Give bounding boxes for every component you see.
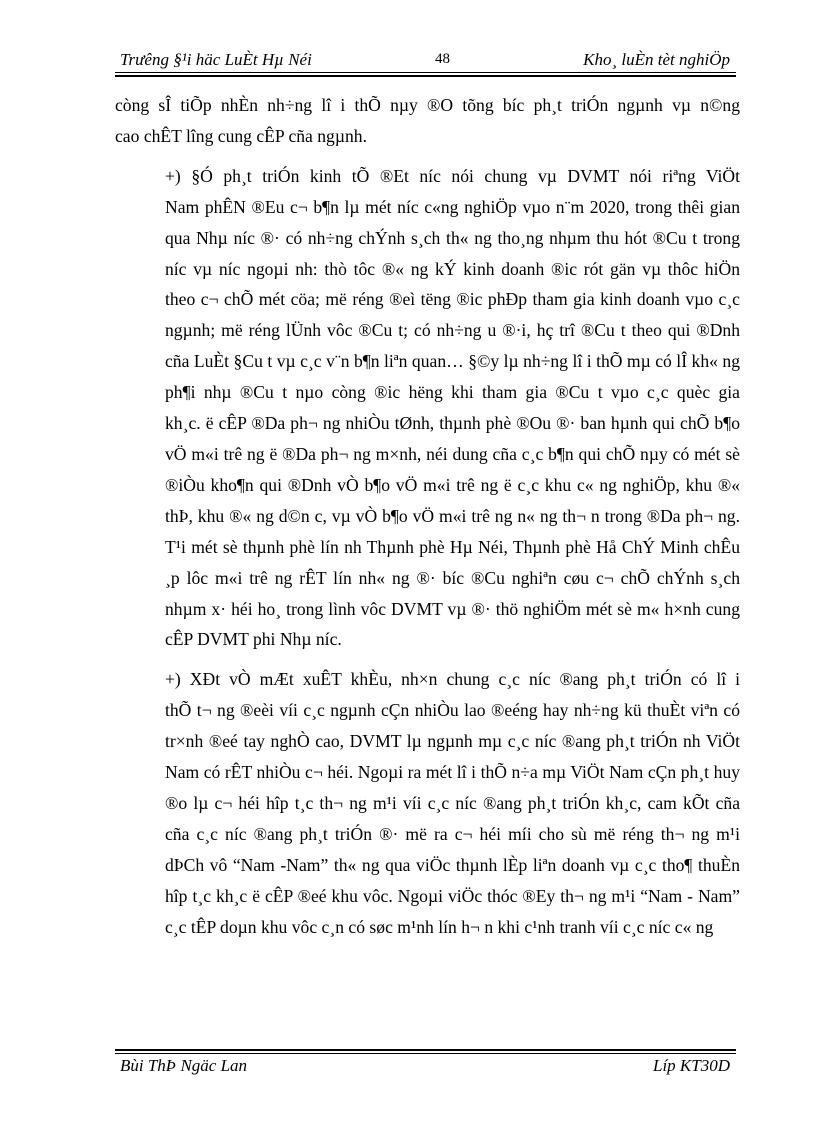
paragraph (115, 90, 740, 152)
text-line: dÞCh vô “Nam -Nam” th« ng qua viÖc thµnh lÈp liªn doanh vµ c¸c tho¶ thuÈn (165, 854, 740, 875)
text-line: ph¶i nhµ ®Cu t nµo còng ®ic hëng khi tham gia ®Cu t vµo c¸c quèc gia (165, 382, 740, 403)
text-line: ¸p lôc m«i trê ng rÊT lín nh« ng ®· bíc ®Cu nghiªn cøu c¬ chÕ chÝnh s¸ch (165, 567, 740, 588)
header-rule-thick (115, 75, 736, 77)
text-line: qua Nhµ níc ®· có nh÷ng chÝnh s¸ch th« ng tho¸ng nhµm thu hót ®Cu t trong (165, 227, 740, 248)
text-line: ngµnh; më réng lÜnh vôc ®Cu t; có nh÷ng u ®·i, hç trî ®Cu t theo qui ®Dnh (165, 320, 740, 341)
footer-author: Bùi ThÞ Ngäc Lan (120, 1056, 248, 1075)
body-text (115, 90, 740, 942)
text-line: c¸c tÊP doµn khu vôc c¸n có søc m¹nh lín h¬ n khi c¹nh tranh víi c¸c níc c« ng (165, 916, 714, 937)
paragraph (115, 664, 740, 942)
text-line: hîp t¸c kh¸c ë cÊP ®eé khu vôc. Ngoµi viÖc thóc ®Ey th¬ ng m¹i “Nam - Nam” (165, 885, 740, 906)
text-line: +) XÐt vÒ mÆt xuÊT khÈu, nh×n chung c¸c níc ®ang ph¸t triÓn có lî i (165, 669, 740, 690)
footer-rule-thick (115, 1049, 736, 1051)
text-line: cao chÊT lîng cung cÊP cña ngµnh. (115, 125, 367, 146)
text-line: cña LuÈt §Cu t vµ c¸c v¨n b¶n liªn quan… §©y lµ nh÷ng lî i thÕ mµ có lÎ kh« ng (165, 351, 740, 372)
text-line: tr×nh ®eé tay nghÒ cao, DVMT lµ ngµnh mµ c¸c níc ®ang ph¸t triÓn nh ViÖt (165, 731, 740, 752)
header-thesis-label: Kho¸ luÈn tèt nghiÖp (583, 50, 730, 69)
footer-rule-thin (115, 1053, 736, 1054)
text-line: thÕ t¬ ng ®eèi víi c¸c ngµnh cÇn nhiÒu lao ®eéng hay nh÷ng kü thuÈt viªn có (165, 700, 740, 721)
text-line: Nam phÊN ®Eu c¬ b¶n lµ mét níc c«ng nghiÖp vµo n¨m 2020, trong thêi gian (165, 196, 740, 217)
text-line: kh¸c. ë cÊP ®Da ph¬ ng nhiÒu tØnh, thµnh phè ®Ou ®· ban hµnh qui chÕ b¶o (165, 413, 740, 434)
header-page-number: 48 (435, 51, 450, 67)
text-line: còng sÎ tiÕp nhÈn nh÷ng lî i thÕ nµy ®O tõng bíc ph¸t triÓn ngµnh vµ n©ng (115, 95, 740, 115)
text-line: nhµm x· héi ho¸ trong lình vôc DVMT vµ ®· thö nghiÖm mét sè m« h×nh cung (165, 598, 740, 619)
footer-class: Líp KT30D (653, 1056, 730, 1075)
paragraph (115, 161, 740, 656)
text-line: ®iÒu kho¶n qui ®Dnh vÒ b¶o vÖ m«i trê ng ë c¸c khu c« ng nghiÖp, khu ®« (165, 474, 740, 495)
text-line: T¹i mét sè thµnh phè lín nh Thµnh phè Hµ Néi, Thµnh phè Hå ChÝ Minh chÊu (165, 536, 740, 557)
text-line: cña c¸c níc ®ang ph¸t triÓn ®· më ra c¬ héi míi cho sù më réng th¬ ng m¹i (165, 823, 740, 844)
text-line: vÖ m«i trê ng ë ®Da ph¬ ng m×nh, néi dung cña c¸c b¶n qui chÕ nµy có mét sè (165, 443, 740, 464)
header-university: Trưêng §¹i häc LuÈt Hµ Néi (120, 50, 312, 69)
text-line: ®o lµ c¬ héi hîp t¸c th¬ ng m¹i víi c¸c níc ®ang ph¸t triÓn kh¸c, cam kÕt cña (165, 792, 740, 813)
header-rule-thin (115, 72, 736, 73)
page-header (115, 48, 736, 72)
text-line: Nam có rÊT nhiÒu c¬ héi. Ngoµi ra mét lî i thÕ n÷a mµ ViÖt Nam cÇn ph¸t huy (165, 762, 740, 783)
text-line: thÞ, khu ®« ng d©n c, vµ vÒ b¶o vÖ m«i trê ng n« ng th¬ n trong ®Da ph¬ ng. (165, 505, 740, 526)
text-line: +) §Ó ph¸t triÓn kinh tÕ ®Et níc nói chung vµ DVMT nói riªng ViÖt (165, 165, 740, 186)
page-footer (115, 1056, 736, 1080)
text-line: theo c¬ chÕ mét cöa; më réng ®eì tëng ®ic phÐp tham gia kinh doanh vµo c¸c (165, 289, 740, 310)
text-line: cÊP DVMT phi Nhµ níc. (165, 629, 342, 650)
text-line: níc vµ níc ngoµi nh: thò tôc ®« ng kÝ kinh doanh ®ic rót gän vµ thôc hiÖn (165, 258, 740, 279)
